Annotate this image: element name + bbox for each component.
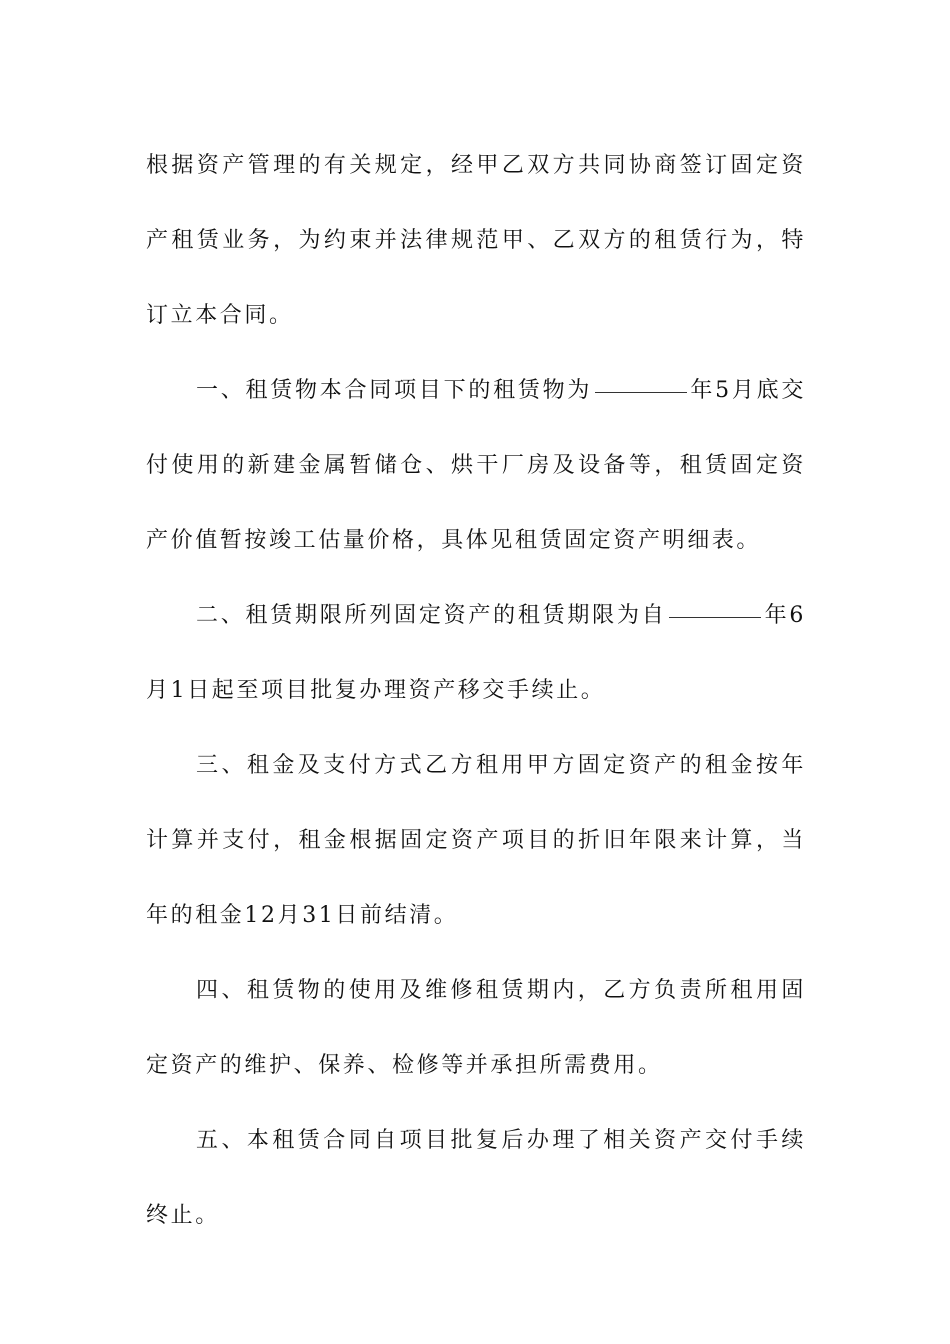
paragraph-preamble bbox=[146, 128, 806, 353]
paragraph-clause-3 bbox=[146, 728, 806, 953]
paragraph-clause-4 bbox=[146, 953, 806, 1103]
paragraph-text-before-blank: 一、租赁物本合同项目下的租赁物为 bbox=[196, 378, 593, 403]
paragraph-text: 四、租赁物的使用及维修租赁期内，乙方负责所租用固定资产的维护、保养、检修等并承担所需费用。 bbox=[146, 978, 806, 1078]
paragraph-text: 三、租金及支付方式乙方租用甲方固定资产的租金按年计算并支付，租金根据固定资产项目的折旧年限来计算，当年的租金12月31日前结清。 bbox=[146, 753, 806, 928]
fill-in-blank bbox=[595, 391, 687, 393]
paragraph-text: 五、本租赁合同自项目批复后办理了相关资产交付手续终止。 bbox=[146, 1128, 806, 1228]
paragraph-text-after-blank: 年5月底交付使用的新建金属暂储仓、烘干厂房及设备等，租赁固定资产价值暂按竣工估量价格，具体见租赁固定资产明细表。 bbox=[146, 378, 806, 553]
paragraph-text: 根据资产管理的有关规定，经甲乙双方共同协商签订固定资产租赁业务，为约束并法律规范甲、乙双方的租赁行为，特订立本合同。 bbox=[146, 153, 806, 328]
document-body bbox=[146, 128, 806, 1253]
paragraph-clause-1 bbox=[146, 353, 806, 578]
paragraph-text-after-blank: 年6月1日起至项目批复办理资产移交手续止。 bbox=[146, 603, 807, 703]
fill-in-blank bbox=[669, 616, 761, 618]
paragraph-text-before-blank: 二、租赁期限所列固定资产的租赁期限为自 bbox=[196, 603, 667, 628]
paragraph-clause-5 bbox=[146, 1103, 806, 1253]
paragraph-clause-2 bbox=[146, 578, 806, 728]
